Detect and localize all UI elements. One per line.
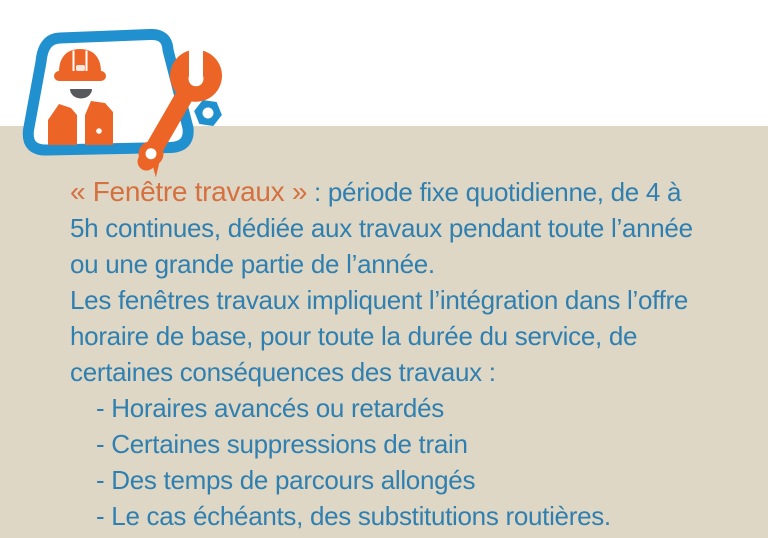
body-text [70,174,768,534]
bullet-item: - Le cas échéants, des substitutions routières. [96,501,611,531]
hex-nut-icon [192,99,223,127]
bullet-item: - Horaires avancés ou retardés [96,393,444,423]
heading-fenetre-travaux: « Fenêtre travaux » [70,176,308,207]
paragraph1-line1-rest: : période fixe quotidienne, de 4 à [307,177,682,207]
paragraph1-line2: 5h continues, dédiée aux travaux pendant toute l’année [70,213,693,243]
paragraph1-line1 [70,174,768,210]
bullet-item: - Des temps de parcours allongés [96,465,476,495]
bullet-item: - Certaines suppressions de train [96,429,468,459]
worker-wrench-svg [0,20,240,192]
paragraph2-line1: Les fenêtres travaux impliquent l’intégration dans l’offre [70,285,689,315]
paragraph1-line3: ou une grande partie de l’année. [70,249,435,279]
paragraph2-line2: horaire de base, pour toute la durée du service, de [70,321,638,351]
paragraph2-line3: certaines conséquences des travaux : [70,357,496,387]
worker-wrench-icon [0,20,240,192]
